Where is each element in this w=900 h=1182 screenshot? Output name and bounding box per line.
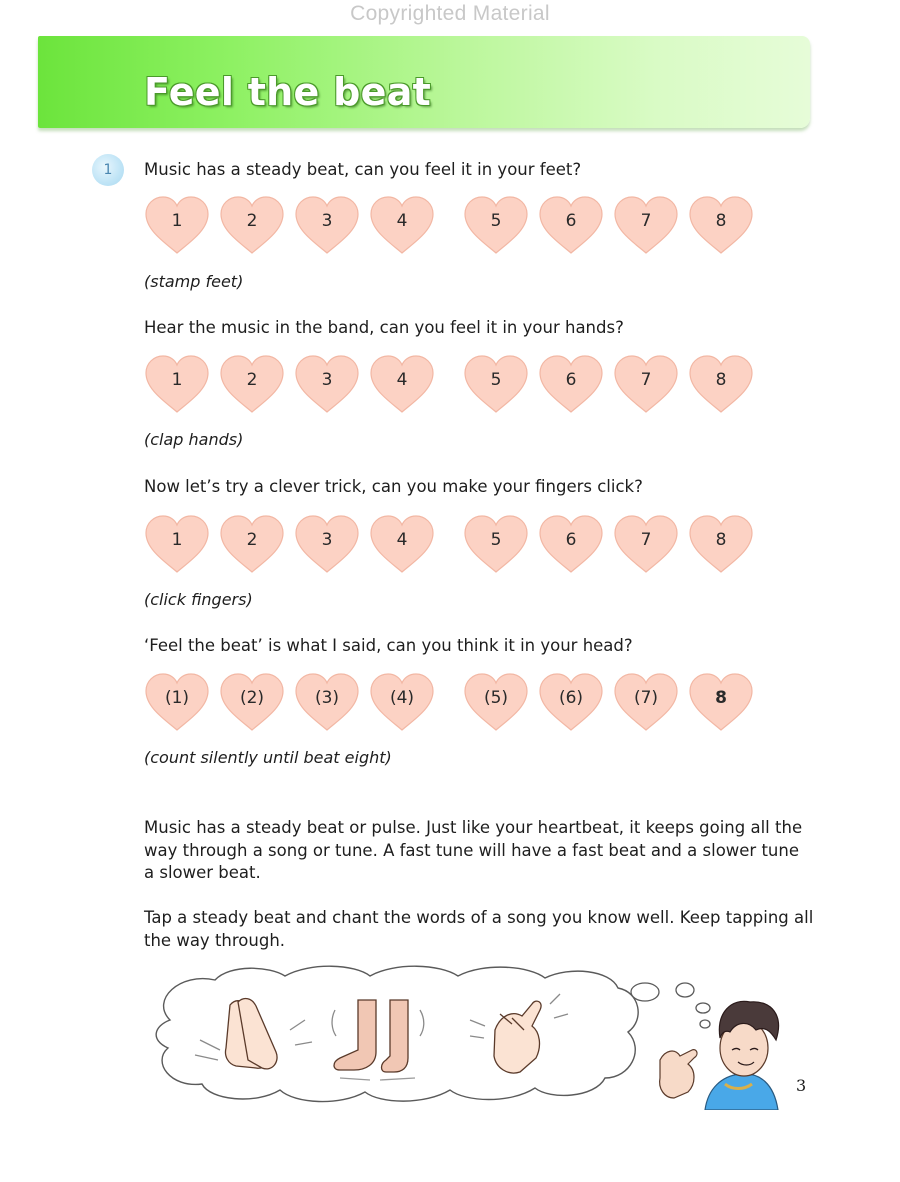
boy-thinking-icon xyxy=(660,1001,779,1110)
beat-label: 2 xyxy=(246,370,258,390)
beat-heart xyxy=(538,673,604,733)
beat-heart xyxy=(463,673,529,733)
beat-heart xyxy=(463,196,529,256)
beat-label: 3 xyxy=(321,211,333,231)
beat-heart xyxy=(369,196,435,256)
beat-actions-illustration xyxy=(140,960,800,1110)
page-title: Feel the beat xyxy=(144,70,432,114)
beat-heart xyxy=(369,355,435,415)
beat-heart xyxy=(294,355,360,415)
beat-label: 4 xyxy=(396,530,408,550)
verse-line-4: ‘Feel the beat’ is what I said, can you think it in your head? xyxy=(144,636,633,655)
thought-dot-4 xyxy=(700,1020,710,1028)
beat-row-1 xyxy=(144,196,784,256)
beat-heart xyxy=(369,515,435,575)
beat-label: (2) xyxy=(239,688,265,708)
beat-label: 1 xyxy=(171,530,183,550)
info-paragraph: Music has a steady beat or pulse. Just like your heartbeat, it keeps going all the way through a song or tune. A fast tune will have a fast beat and a slower tune a slower beat. xyxy=(144,818,803,882)
beat-heart xyxy=(219,673,285,733)
beat-label: 5 xyxy=(490,530,502,550)
verse-line-3: Now let’s try a clever trick, can you make your fingers click? xyxy=(144,477,643,496)
beat-heart xyxy=(144,673,210,733)
beat-heart xyxy=(613,673,679,733)
beat-label: 4 xyxy=(396,370,408,390)
beat-label: (3) xyxy=(314,688,340,708)
beat-label: 4 xyxy=(396,211,408,231)
beat-label: 6 xyxy=(565,370,577,390)
beat-label: 8 xyxy=(715,688,727,708)
beat-label: (6) xyxy=(558,688,584,708)
beat-heart xyxy=(294,673,360,733)
beat-heart xyxy=(294,196,360,256)
verse-caption-1: (stamp feet) xyxy=(144,272,244,291)
title-banner xyxy=(38,36,810,128)
beat-heart xyxy=(294,515,360,575)
beat-row-2 xyxy=(144,355,784,415)
beat-heart xyxy=(463,355,529,415)
verse-caption-2: (clap hands) xyxy=(144,430,244,449)
beat-label: 1 xyxy=(171,211,183,231)
verse-line-1: Music has a steady beat, can you feel it in your feet? xyxy=(144,160,582,179)
beat-heart xyxy=(613,196,679,256)
beat-heart xyxy=(219,515,285,575)
beat-heart xyxy=(688,355,754,415)
beat-label: 2 xyxy=(246,211,258,231)
beat-heart xyxy=(144,355,210,415)
beat-label: 8 xyxy=(715,211,727,231)
watermark: Copyrighted Material xyxy=(350,2,550,25)
beat-heart xyxy=(538,515,604,575)
beat-row-4 xyxy=(144,673,784,733)
beat-heart xyxy=(688,515,754,575)
verse-line-2: Hear the music in the band, can you feel it in your hands? xyxy=(144,318,624,337)
instruction-paragraph: Tap a steady beat and chant the words of a song you know well. Keep tapping all the way through. xyxy=(144,908,814,950)
beat-label: 5 xyxy=(490,211,502,231)
beat-heart xyxy=(144,515,210,575)
beat-label: 6 xyxy=(565,211,577,231)
beat-row-3 xyxy=(144,515,784,575)
beat-label: 7 xyxy=(640,370,652,390)
thought-dot-2 xyxy=(676,983,694,997)
verse-caption-3: (click fingers) xyxy=(144,590,253,609)
beat-heart xyxy=(144,196,210,256)
beat-heart xyxy=(688,196,754,256)
beat-heart xyxy=(463,515,529,575)
beat-heart xyxy=(613,515,679,575)
beat-label: 1 xyxy=(171,370,183,390)
beat-label: 8 xyxy=(715,530,727,550)
thought-dot-1 xyxy=(631,983,659,1001)
beat-heart xyxy=(219,355,285,415)
verse-caption-4: (count silently until beat eight) xyxy=(144,748,392,767)
beat-label: 6 xyxy=(565,530,577,550)
beat-heart xyxy=(538,196,604,256)
beat-heart xyxy=(369,673,435,733)
page-number: 3 xyxy=(796,1076,807,1095)
beat-label: 8 xyxy=(715,370,727,390)
beat-label: 2 xyxy=(246,530,258,550)
beat-label: (5) xyxy=(483,688,509,708)
activity-number-badge: 1 xyxy=(92,154,124,186)
beat-label: 7 xyxy=(640,530,652,550)
beat-label: (1) xyxy=(164,688,190,708)
beat-heart xyxy=(688,673,754,733)
beat-label: (7) xyxy=(633,688,659,708)
beat-label: 3 xyxy=(321,370,333,390)
beat-label: 3 xyxy=(321,530,333,550)
beat-label: 5 xyxy=(490,370,502,390)
beat-heart xyxy=(613,355,679,415)
thought-dot-3 xyxy=(696,1003,710,1013)
beat-heart xyxy=(219,196,285,256)
beat-label: (4) xyxy=(389,688,415,708)
beat-heart xyxy=(538,355,604,415)
beat-label: 7 xyxy=(640,211,652,231)
